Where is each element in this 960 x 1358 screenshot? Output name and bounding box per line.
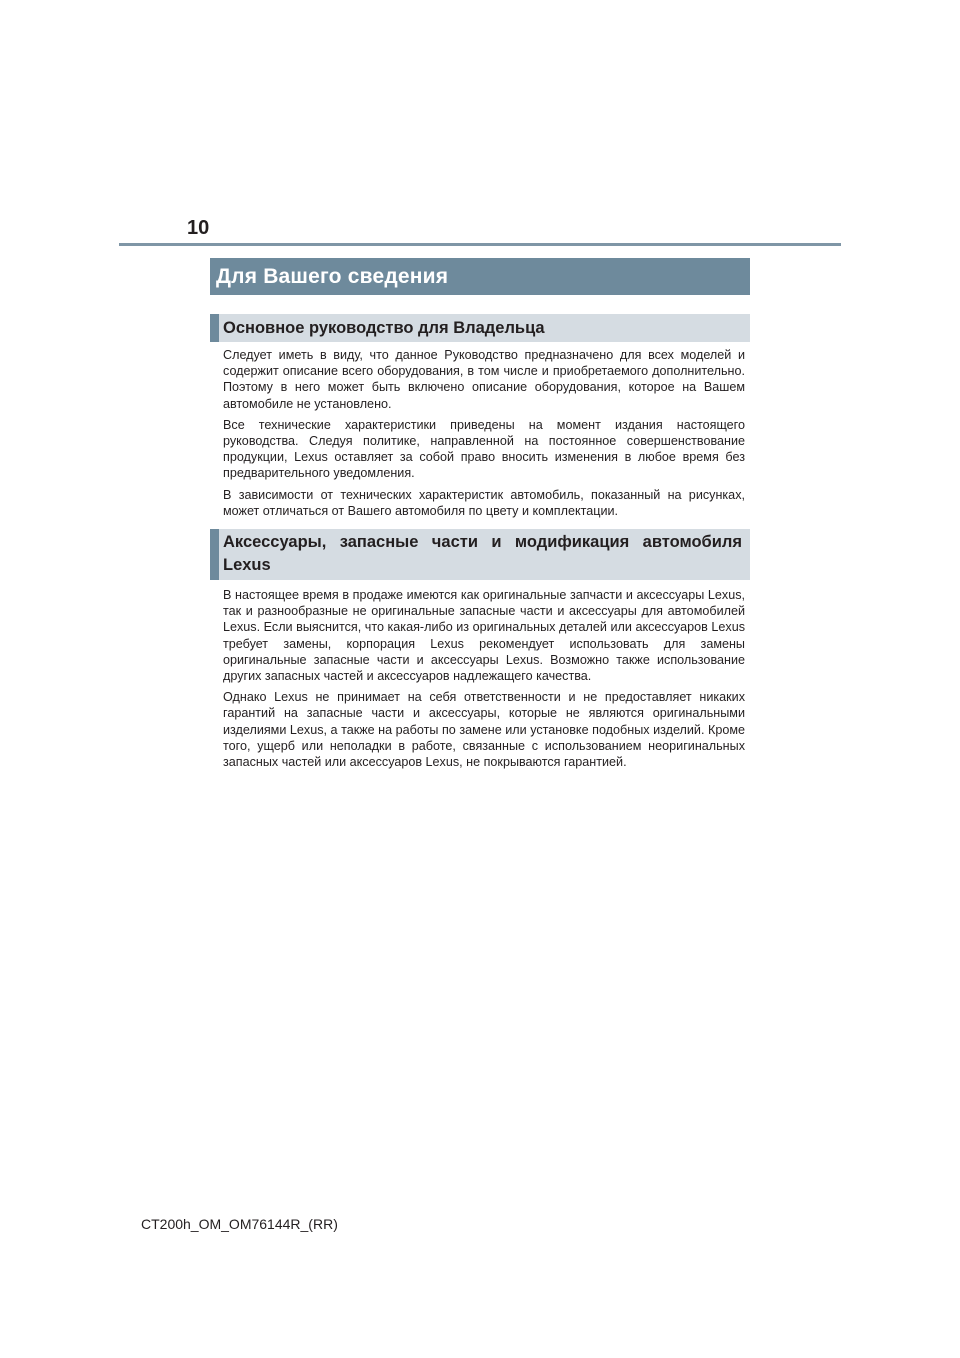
paragraph: В зависимости от технических характеристик автомобиль, показанный на рисунках, может отличаться от Вашего автомобиля по цвету и комплектации. [223, 487, 745, 518]
document-code: CT200h_OM_OM76144R_(RR) [141, 1216, 338, 1232]
subsection-title: Основное руководство для Владельца [223, 319, 545, 337]
subsection-body-accessories [223, 587, 745, 775]
subsection-title: Аксессуары, запасные части и модификация автомобиля Lexus [223, 533, 742, 574]
paragraph: Все технические характеристики приведены на момент издания настоящего руководства. Следуя политике, направленной на постоянное совершенствование продукции, Lexus оставляет за собой право вносить изменения в любое время без предварительного уведомления. [223, 417, 745, 481]
page-number: 10 [187, 217, 210, 239]
section-title-bar [210, 258, 750, 295]
section-title: Для Вашего сведения [216, 265, 449, 288]
paragraph: В настоящее время в продаже имеются как оригинальные запчасти и аксессуары Lexus, так и разнообразные не оригинальные запасные части и аксессуары для автомобилей Lexus. Если выяснится, что какая-либо из оригинальных деталей или аксессуаров Lexus требует замены, корпорация Lexus рекомендует использовать для замены оригинальные запасные части и аксессуары Lexus. Возможно также использование других запасных частей и аксессуаров надлежащего качества. [223, 588, 745, 684]
paragraph: Однако Lexus не принимает на себя ответственности и не предоставляет никаких гарантий на запасные части и аксессуары, которые не являются оригинальными изделиями Lexus, а также на работы по замене или установке подобных изделий. Кроме того, ущерб или неполадки в работе, связанные с использованием неоригинальных запасных частей или аксессуаров Lexus, не покрываются гарантией. [223, 690, 745, 770]
subsection-heading-owners-manual [210, 314, 750, 342]
subsection-body-owners-manual [223, 347, 745, 524]
header-rule [119, 243, 841, 246]
subsection-heading-accessories [210, 529, 750, 580]
paragraph: Следует иметь в виду, что данное Руководство предназначено для всех моделей и содержит описание всего оборудования, в том числе и приобретаемого дополнительно. Поэтому в него может быть включено описание оборудования, которое на Вашем автомобиле не установлено. [223, 348, 745, 411]
